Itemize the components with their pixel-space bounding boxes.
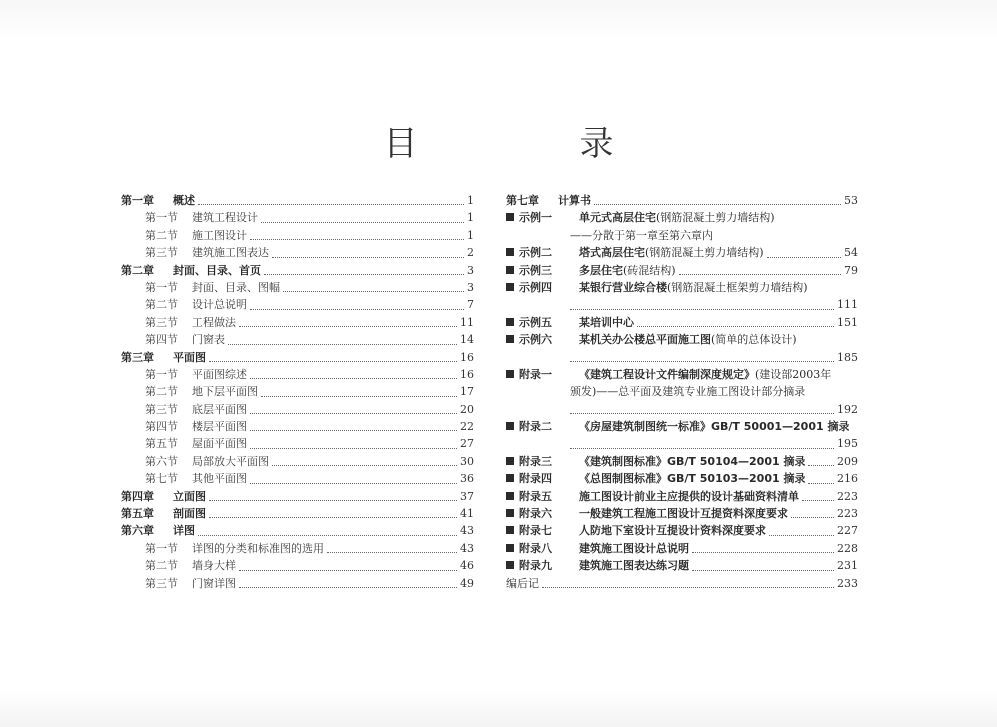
toc-page-number: 49 [460,576,474,590]
toc-entry-number: 示例二 [519,246,552,260]
toc-entry-number: 第四章 [121,489,154,503]
square-bullet-icon [506,526,514,534]
toc-page-number: 185 [837,350,858,364]
toc-page-number: 17 [460,385,474,399]
toc-entry-title: 施工图设计前业主应提供的设计基础资料清单 [579,489,799,503]
toc-entry-number: 附录六 [519,507,552,521]
toc-entry-title: 平面图综述 [192,367,247,381]
toc-left-column [121,192,474,592]
dot-leader [250,429,457,431]
toc-entry-number: 第一节 [145,367,178,381]
toc-page-number: 7 [467,298,474,312]
square-bullet-icon [506,370,514,378]
toc-entry-label [145,453,269,470]
dot-leader [692,551,834,553]
toc-entry [506,192,858,209]
toc-page-number: 36 [460,472,474,486]
toc-entry-title: 编后记 [506,576,539,590]
toc-entry [121,262,474,279]
toc-entry-label [145,296,247,313]
toc-entry [506,244,858,261]
toc-page-number: 3 [467,263,474,277]
toc-entry-number: 第五章 [121,507,154,521]
toc-entry-label [570,383,805,400]
toc-page-number: 223 [837,507,858,521]
toc-entry-title: 单元式高层住宅 [579,211,656,225]
toc-entry-number: 第二节 [145,228,178,242]
toc-entry-number: 第二章 [121,263,154,277]
square-bullet-icon [506,457,514,465]
toc-entry-title: 立面图 [173,489,206,503]
dot-leader [209,499,457,501]
dot-leader [570,360,834,362]
dot-leader [570,412,834,414]
toc-entry [506,314,858,331]
toc-entry-label [145,540,324,557]
square-bullet-icon [506,283,514,291]
toc-entry-note: (简单的总体设计) [711,333,797,347]
toc-entry-label [145,418,247,435]
toc-entry-label [506,262,676,279]
toc-entry [506,279,858,296]
toc-entry [506,505,858,522]
toc-page-number: 30 [460,454,474,468]
toc-entry [121,279,474,296]
toc-entry-label [506,453,805,470]
toc-entry-number: 附录二 [519,420,552,434]
toc-page-number: 20 [460,402,474,416]
dot-leader [769,534,834,536]
toc-entry [506,488,858,505]
toc-entry [121,331,474,348]
toc-page-number: 43 [460,524,474,538]
toc-entry-number: 第三节 [145,576,178,590]
square-bullet-icon [506,318,514,326]
toc-entry-label [506,209,775,226]
toc-page-number: 209 [837,454,858,468]
toc-entry-number: 示例四 [519,280,552,294]
dot-leader [250,447,457,449]
dot-leader [594,203,841,205]
toc-entry-label [145,575,236,592]
toc-entry-note: (钢筋混凝土框架剪力墙结构) [667,280,808,294]
toc-entry-title: 底层平面图 [192,402,247,416]
toc-entry-title: 某银行营业综合楼 [579,280,667,294]
dot-leader [228,343,457,345]
toc-entry-label [506,488,799,505]
dot-leader [327,551,457,553]
toc-entry [121,349,474,366]
toc-entry-label [121,192,195,209]
toc-page-number: 233 [837,576,858,590]
square-bullet-icon [506,335,514,343]
toc-entry-title: 颁发)——总平面及建筑专业施工图设计部分摘录 [570,385,806,399]
dot-leader [239,586,457,588]
dot-leader [261,395,457,397]
dot-leader [239,325,457,327]
toc-page-number: 216 [837,472,858,486]
toc-entry [121,435,474,452]
toc-entry-label [121,522,195,539]
square-bullet-icon [506,544,514,552]
toc-entry-label [145,244,269,261]
toc-entry-title: 局部放大平面图 [192,454,269,468]
toc-entry [121,505,474,522]
dot-leader [637,325,834,327]
toc-entry [121,366,474,383]
toc-page-number: 1 [467,211,474,225]
square-bullet-icon [506,474,514,482]
toc-entry-number: 第四节 [145,333,178,347]
dot-leader [802,499,834,501]
toc-entry-title: 《建筑工程设计文件编制深度规定》 [579,367,755,381]
toc-entry-label [506,575,539,592]
square-bullet-icon [506,248,514,256]
toc-entry-label [506,522,766,539]
dot-leader [250,482,457,484]
toc-entry [121,488,474,505]
toc-entry-title: 建筑工程设计 [192,211,258,225]
toc-entry [506,435,858,452]
toc-entry-label [145,279,280,296]
dot-leader [209,516,457,518]
toc-entry-title: 墙身大样 [192,559,236,573]
toc-entry-label [121,349,206,366]
dot-leader [283,290,464,292]
toc-entry [506,296,858,313]
toc-entry [121,244,474,261]
toc-page-number: 151 [837,315,858,329]
toc-entry-title: 屋面平面图 [192,437,247,451]
toc-entry-title: 一般建筑工程施工图设计互提资料深度要求 [579,507,788,521]
toc-entry-number: 第三章 [121,350,154,364]
toc-entry-number: 第三节 [145,315,178,329]
toc-page-number: 16 [460,367,474,381]
page-title: 目 录 [383,124,678,164]
toc-page-number: 27 [460,437,474,451]
toc-entry-title: 建筑施工图设计总说明 [579,541,689,555]
toc-entry [121,209,474,226]
toc-entry [121,540,474,557]
toc-page-number: 195 [837,437,858,451]
toc-entry-label [121,505,206,522]
toc-entry-label [145,209,258,226]
toc-entry-number: 第六节 [145,454,178,468]
toc-entry-label [145,435,247,452]
dot-leader [272,256,464,258]
toc-page-number: 231 [837,559,858,573]
toc-entry [506,401,858,418]
toc-entry-number: 附录五 [519,489,552,503]
toc-page-number: 111 [837,298,858,312]
toc-entry-number: 附录一 [519,367,552,381]
toc-page-number: 3 [467,280,474,294]
toc-entry-label [506,244,764,261]
toc-entry-label [506,505,788,522]
toc-entry [506,575,858,592]
toc-entry-title: 人防地下室设计互提设计资料深度要求 [579,524,766,538]
toc-entry-title: 剖面图 [173,507,206,521]
toc-page-number: 1 [467,228,474,242]
toc-entry-label [570,227,713,244]
toc-entry-label [145,470,247,487]
toc-entry [506,557,858,574]
toc-entry-title: 多层住宅 [579,263,623,277]
toc-entry-label [506,366,831,383]
square-bullet-icon [506,213,514,221]
toc-entry [121,453,474,470]
toc-entry-note: (钢筋混凝土剪力墙结构) [645,246,764,260]
toc-page-number: 41 [460,507,474,521]
toc-entry [121,557,474,574]
toc-entry-title: 封面、目录、首页 [173,263,261,277]
dot-leader [250,308,464,310]
dot-leader [239,569,457,571]
toc-entry-title: 塔式高层住宅 [579,246,645,260]
toc-page-number: 16 [460,350,474,364]
toc-entry-number: 示例六 [519,333,552,347]
toc-entry [506,540,858,557]
toc-entry [506,227,858,244]
square-bullet-icon [506,266,514,274]
toc-entry-label [145,366,247,383]
toc-entry-number: 附录三 [519,454,552,468]
toc-page-number: 2 [467,246,474,260]
toc-page-number: 11 [460,315,474,329]
toc-page-number: 14 [460,333,474,347]
toc-page-number: 37 [460,489,474,503]
toc-entry-number: 第七章 [506,193,539,207]
toc-entry-number: 附录九 [519,559,552,573]
toc-entry-number: 第一节 [145,280,178,294]
toc-entry-title: 建筑施工图表达练习题 [579,559,689,573]
toc-entry [121,227,474,244]
toc-entry [121,470,474,487]
toc-entry-number: 第四节 [145,420,178,434]
toc-entry-title: 《总图制图标准》GB/T 50103—2001 摘录 [579,472,806,486]
dot-leader [198,203,464,205]
toc-entry-number: 第二节 [145,385,178,399]
toc-entry [506,453,858,470]
toc-entry-number: 第一章 [121,193,154,207]
toc-entry-label [145,383,258,400]
toc-entry-number: 第一节 [145,541,178,555]
toc-entry [121,522,474,539]
dot-leader [264,273,464,275]
toc-entry-label [506,540,689,557]
toc-entry-number: 第七节 [145,472,178,486]
toc-entry [506,209,858,226]
toc-entry-number: 示例三 [519,263,552,277]
square-bullet-icon [506,492,514,500]
toc-entry-note: (钢筋混凝土剪力墙结构) [656,211,775,225]
toc-page-number: 46 [460,559,474,573]
dot-leader [570,447,834,449]
toc-entry-label [506,418,849,435]
toc-entry [121,401,474,418]
toc-entry-note: (建设部2003年 [755,367,832,381]
toc-entry [506,262,858,279]
dot-leader [250,238,464,240]
toc-entry-title: 《建筑制图标准》GB/T 50104—2001 摘录 [579,454,806,468]
dot-leader [250,377,457,379]
toc-entry-label [121,488,206,505]
toc-entry-number: 第三节 [145,402,178,416]
toc-page-number: 22 [460,420,474,434]
toc-entry [121,418,474,435]
dot-leader [767,256,841,258]
toc-page-number: 192 [837,402,858,416]
toc-right-column [506,192,858,592]
toc-entry-title: 设计总说明 [192,298,247,312]
toc-page-number: 223 [837,489,858,503]
toc-page-number: 53 [844,193,858,207]
dot-leader [261,221,464,223]
toc-entry-number: 第二节 [145,559,178,573]
toc-page-number: 54 [844,246,858,260]
toc-entry-number: 第六章 [121,524,154,538]
toc-entry-title: 门窗详图 [192,576,236,590]
toc-entry-title: 《房屋建筑制图统一标准》GB/T 50001—2001 摘录 [579,420,850,434]
dot-leader [808,464,834,466]
toc-entry-number: 第五节 [145,437,178,451]
toc-entry-label [506,557,689,574]
toc-entry-title: 平面图 [173,350,206,364]
toc-entry [121,314,474,331]
square-bullet-icon [506,509,514,517]
dot-leader [570,308,834,310]
dot-leader [679,273,841,275]
toc-entry-title: 建筑施工图表达 [192,246,269,260]
toc-entry [506,383,858,400]
toc-page-number: 79 [844,263,858,277]
toc-entry-number: 示例五 [519,315,552,329]
dot-leader [209,360,457,362]
toc-entry-label [506,192,591,209]
toc-entry [121,383,474,400]
toc-entry-number: 示例一 [519,211,552,225]
toc-entry-number: 附录七 [519,524,552,538]
dot-leader [542,586,834,588]
toc-entry [506,418,858,435]
toc-entry-label [145,314,236,331]
toc-page-number: 228 [837,541,858,555]
toc-entry-label [121,262,261,279]
dot-leader [808,482,834,484]
toc-entry-label [506,314,634,331]
toc-entry-label [506,279,808,296]
toc-entry [121,575,474,592]
toc-entry-title: 某机关办公楼总平面施工图 [579,333,711,347]
toc-entry [506,522,858,539]
toc-page-number: 1 [467,193,474,207]
square-bullet-icon [506,561,514,569]
toc-entry [121,296,474,313]
toc-entry-title: 计算书 [558,193,591,207]
square-bullet-icon [506,422,514,430]
dot-leader [692,569,834,571]
toc-entry [121,192,474,209]
toc-page-number: 227 [837,524,858,538]
toc-entry-title: 详图的分类和标准图的选用 [192,541,324,555]
toc-entry-number: 第二节 [145,298,178,312]
dot-leader [250,412,457,414]
toc-entry-note: (砖混结构) [623,263,676,277]
toc-entry [506,349,858,366]
toc-entry-label [506,331,797,348]
toc-entry-label [145,401,247,418]
dot-leader [198,534,457,536]
toc-entry-title: 详图 [173,524,195,538]
toc-entry-title: 地下层平面图 [192,385,258,399]
toc-entry-title: 楼层平面图 [192,420,247,434]
toc-entry-title: 施工图设计 [192,228,247,242]
toc-entry [506,331,858,348]
toc-entry [506,470,858,487]
toc-entry-title: 某培训中心 [579,315,634,329]
toc-entry-label [145,227,247,244]
toc-entry-label [145,557,236,574]
toc-entry-label [145,331,225,348]
toc-entry-number: 第一节 [145,211,178,225]
toc-entry-title: 概述 [173,193,195,207]
toc-page-number: 43 [460,541,474,555]
toc-entry-number: 附录八 [519,541,552,555]
toc-entry-title: 工程做法 [192,315,236,329]
toc-entry-title: 封面、目录、图幅 [192,280,280,294]
toc-entry-number: 附录四 [519,472,552,486]
dot-leader [272,464,457,466]
toc-entry-title: ——分散于第一章至第六章内 [570,228,713,242]
toc-entry-label [506,470,805,487]
toc-entry-title: 门窗表 [192,333,225,347]
dot-leader [791,516,834,518]
toc-entry [506,366,858,383]
toc-entry-title: 其他平面图 [192,472,247,486]
toc-entry-number: 第三节 [145,246,178,260]
